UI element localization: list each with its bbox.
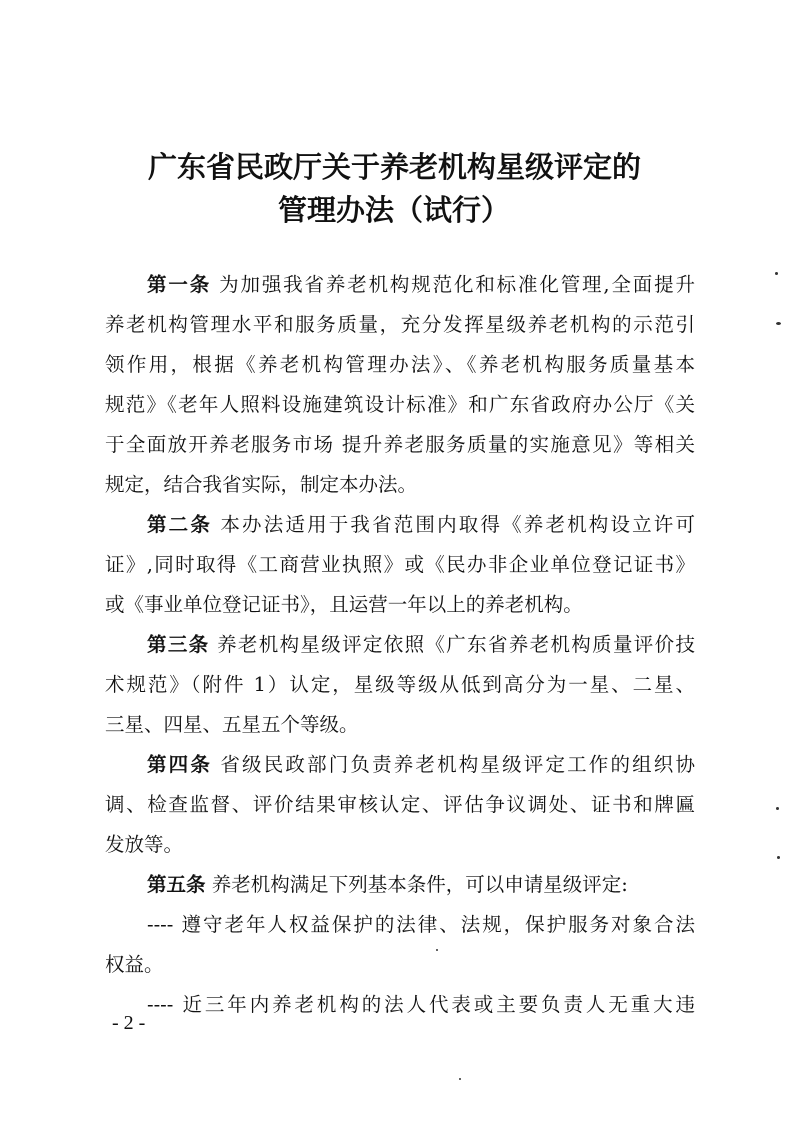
scan-speck xyxy=(775,272,778,275)
scan-speck xyxy=(776,322,781,325)
article-1-line-5: 于全面放开养老服务市场 提升养老服务质量的实施意见》等相关 xyxy=(105,433,695,456)
article-1-line-3: 领作用，根据《养老机构管理办法》、《养老机构服务质量基本 xyxy=(105,353,695,376)
article-5-line-4: ---- 近三年内养老机构的法人代表或主要负责人无重大违 xyxy=(147,993,695,1016)
scan-speck xyxy=(459,1078,461,1080)
article-5-line-1 xyxy=(147,870,695,900)
article-5-line-3: 权益。 xyxy=(105,953,164,976)
scan-speck xyxy=(776,807,779,810)
article-1-label: 第一条 xyxy=(147,273,212,296)
article-5-label: 第五条 xyxy=(147,873,206,896)
article-3-line-1 xyxy=(147,630,695,660)
article-5-text-1: 养老机构满足下列基本条件，可以申请星级评定: xyxy=(211,873,628,896)
article-3-label: 第三条 xyxy=(147,633,210,656)
article-1-line-6: 规定，结合我省实际，制定本办法。 xyxy=(105,473,418,496)
page-number: - 2 - xyxy=(112,1012,146,1034)
article-3-line-2: 术规范》（附件 1）认定，星级等级从低到高分为一星、二星、 xyxy=(105,673,695,696)
article-4-line-1 xyxy=(147,750,695,780)
article-1-text-1: 为加强我省养老机构规范化和标准化管理,全面提升 xyxy=(219,273,696,296)
article-4-label: 第四条 xyxy=(147,753,213,776)
document-title-line-2: 管理办法（试行） xyxy=(278,193,511,227)
article-2-text-1: 本办法适用于我省范围内取得《养老机构设立许可 xyxy=(220,513,695,536)
article-2-line-1 xyxy=(147,510,695,540)
article-3-text-1: 养老机构星级评定依照《广东省养老机构质量评价技 xyxy=(217,633,695,656)
document-title-line-1: 广东省民政厅关于养老机构星级评定的 xyxy=(148,150,642,184)
article-1-line-2: 养老机构管理水平和服务质量，充分发挥星级养老机构的示范引 xyxy=(105,313,695,336)
article-2-line-2: 证》,同时取得《工商营业执照》或《民办非企业单位登记证书》 xyxy=(105,553,695,576)
article-2-label: 第二条 xyxy=(147,513,213,536)
article-1-line-4: 规范》《老年人照料设施建筑设计标准》和广东省政府办公厅《关 xyxy=(105,393,695,416)
article-3-line-3: 三星、四星、五星五个等级。 xyxy=(105,713,359,736)
article-5-line-2: ---- 遵守老年人权益保护的法律、法规，保护服务对象合法 xyxy=(147,913,695,936)
article-2-line-3: 或《事业单位登记证书》，且运营一年以上的养老机构。 xyxy=(105,593,583,616)
article-4-text-1: 省级民政部门负责养老机构星级评定工作的组织协 xyxy=(220,753,695,776)
scan-speck xyxy=(777,856,780,859)
scan-speck xyxy=(436,949,438,951)
article-1-line-1 xyxy=(147,270,695,300)
article-4-line-3: 发放等。 xyxy=(105,833,184,856)
article-4-line-2: 调、检查监督、评价结果审核认定、评估争议调处、证书和牌匾 xyxy=(105,793,695,816)
